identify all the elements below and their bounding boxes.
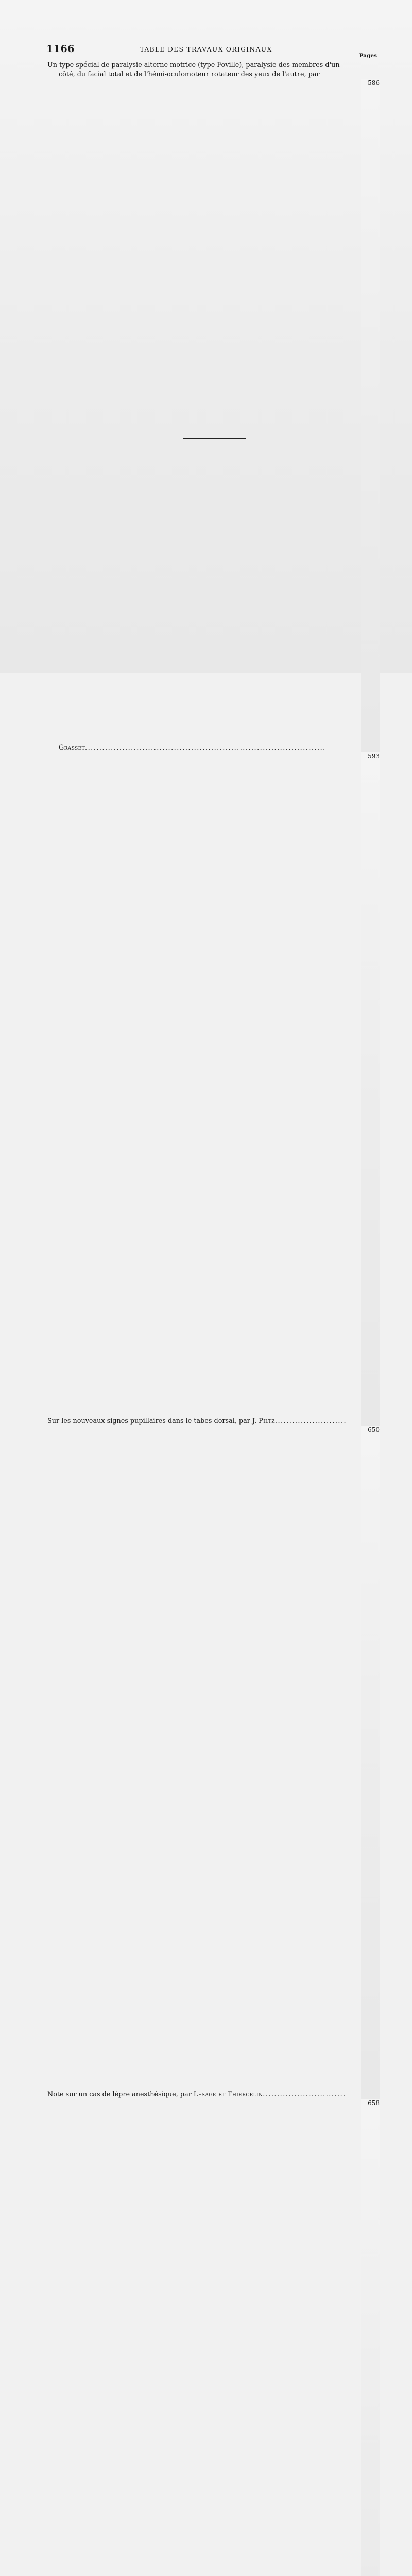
toc-entry-author: Grasset [59, 743, 85, 752]
toc-entry [47, 61, 380, 752]
page-header [46, 43, 376, 59]
pages-column-label: Pages [359, 53, 377, 59]
toc-entry-text [47, 1417, 361, 1426]
toc-entry-page: 658 [361, 2099, 380, 2576]
toc-entry [47, 2099, 380, 2576]
running-title: TABLE DES TRAVAUX ORIGINAUX [140, 45, 272, 53]
page-number: 1166 [46, 43, 75, 55]
toc-entry-text [47, 2090, 361, 2099]
toc-entry-title: Sur les nouveaux signes pupillaires dans le tabes dorsal, par J. [47, 1417, 259, 1425]
toc-entry [47, 752, 380, 1426]
toc-entry-title-line: Un type spécial de paralysie alterne motrice (type Foville), paralysie des membres d'un [47, 61, 340, 69]
toc-entry-title: Note sur un cas de lèpre anesthésique, par [47, 2090, 194, 2098]
toc-entry [47, 1426, 380, 2099]
toc-entry-author: Piltz [259, 1417, 275, 1425]
toc-entry-page: 593 [361, 752, 380, 1426]
dot-leader: ............................. [263, 2090, 346, 2098]
toc-entry-author: Lesage et Thiercelin [193, 2090, 263, 2098]
toc-entry-page: 586 [361, 79, 380, 752]
toc-entry-title-line: côté, du facial total et de l'hémi-oculomoteur rotateur des yeux de l'autre, par [59, 70, 320, 78]
toc-entry-page: 650 [361, 1426, 380, 2099]
toc-entry-text [59, 743, 361, 753]
dot-leader: .................................................................................... [85, 743, 326, 752]
dot-leader: ......................... [274, 1417, 347, 1425]
end-rule [183, 438, 246, 439]
